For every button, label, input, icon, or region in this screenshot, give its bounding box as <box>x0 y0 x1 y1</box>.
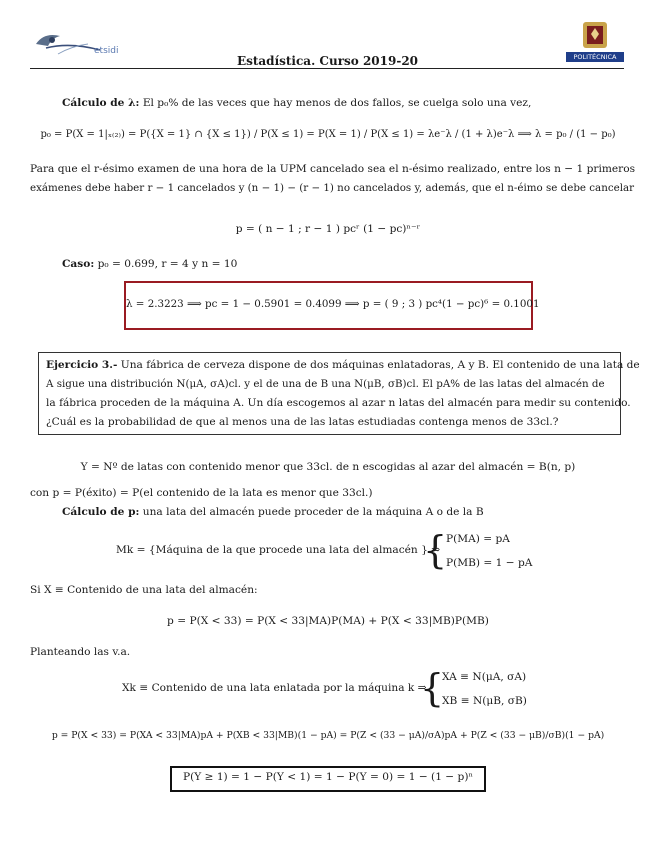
calc-p-text: una lata del almacén puede proceder de la máquina A o de la B <box>142 506 484 518</box>
si-x-line: Si X ≡ Contenido de una lata del almacén: <box>30 584 258 596</box>
exercise-3-line-2: A sigue una distribución N(μA, σA)cl. y el de una de B una N(μB, σB)cl. El pA% de las latas del almacén de <box>46 378 605 390</box>
page-title: Estadística. Curso 2019-20 <box>236 54 419 68</box>
logo-left-text: etsidi <box>94 46 119 56</box>
equation-p0: p₀ = P(X = 1|ₓ₍₂₎) = P({X = 1} ∩ {X ≤ 1}) / P(X ≤ 1) = P(X = 1) / P(X ≤ 1) = λe⁻λ / (1 + λ)e⁻λ ⟹ λ = p₀ / (1 − p₀) <box>40 129 616 140</box>
header-rule <box>30 68 624 69</box>
caso-line <box>62 257 237 271</box>
mk-case-1: P(MA) = pA <box>446 533 510 545</box>
calc-lambda-paragraph <box>62 96 531 110</box>
calc-lambda-text: El p₀% de las veces que hay menos de dos fallos, se cuelga solo una vez, <box>142 97 532 109</box>
con-p-line: con p = P(éxito) = P(el contenido de la lata es menor que 33cl.) <box>30 487 373 499</box>
upm-crest-icon <box>566 20 624 54</box>
paragraph-line-2: exámenes debe haber r − 1 cancelados y (n − 1) − (r − 1) no cancelados y, además, que el n-éimo se debe cancelar <box>30 182 635 194</box>
final-result-text: P(Y ≥ 1) = 1 − P(Y < 1) = 1 − P(Y = 0) = 1 − (1 − p)ⁿ <box>182 771 474 783</box>
logo-right-badge <box>566 52 624 62</box>
calc-lambda-label: Cálculo de λ: <box>62 97 140 109</box>
calc-p-line <box>62 505 484 519</box>
xk-case-2: XB ≡ N(μB, σB) <box>442 695 527 707</box>
exercise-3-line-4: ¿Cuál es la probabilidad de que al menos una de las latas estudiadas contenga menos de 33cl.? <box>46 416 559 428</box>
xk-brace-icon: { <box>420 666 445 710</box>
calc-p-label: Cálculo de p: <box>62 506 140 518</box>
logo-right <box>566 20 624 64</box>
mk-brace-icon: { <box>423 528 448 572</box>
caso-label: Caso: <box>62 258 95 270</box>
logo-right-text: POLITÉCNICA <box>573 53 617 61</box>
caso-text: p₀ = 0.699, r = 4 y n = 10 <box>97 258 238 270</box>
exercise-3-label: Ejercicio 3.- <box>46 359 118 371</box>
mk-case-2: P(MB) = 1 − pA <box>446 557 533 569</box>
equation-total-probability: p = P(X < 33) = P(X < 33|MA)P(MA) + P(X < 33|MB)P(MB) <box>167 615 489 627</box>
mk-definition: Mk = {Máquina de la que procede una lata del almacén } ⇒ <box>116 544 441 556</box>
equation-long: p = P(X < 33) = P(XA < 33|MA)pA + P(XB < 33|MB)(1 − pA) = P(Z < (33 − μA)/σA)pA + P(Z < (33 − μB)/σB)(1 − pA) <box>51 730 605 741</box>
exercise-3-line-3: la fábrica proceden de la máquina A. Un día escogemos al azar n latas del almacén para medir su contenido. <box>46 397 631 409</box>
xk-case-1: XA ≡ N(μA, σA) <box>442 671 527 683</box>
planteando-line: Planteando las v.a. <box>30 646 131 658</box>
paragraph-line-1: Para que el r-ésimo examen de una hora de la UPM cancelado sea el n-ésimo realizado, entre los n − 1 primeros <box>30 163 636 175</box>
exercise-3-text-1: Una fábrica de cerveza dispone de dos máquinas enlatadoras, A y B. El contenido de una lata de <box>120 359 640 371</box>
y-definition: Y = Nº de latas con contenido menor que 33cl. de n escogidas al azar del almacén = B(n, p) <box>80 461 576 473</box>
result-box-text: λ = 2.3223 ⟹ pc = 1 − 0.5901 = 0.4099 ⟹ p = ( 9 ; 3 ) pc⁴(1 − pc)⁶ = 0.1001 <box>126 298 540 310</box>
xk-definition: Xk ≡ Contenido de una lata enlatada por la máquina k ⇒ <box>122 682 427 694</box>
equation-p-binomial: p = ( n − 1 ; r − 1 ) pcʳ (1 − pc)ⁿ⁻ʳ <box>235 223 421 235</box>
exercise-3-line-1 <box>46 358 640 372</box>
